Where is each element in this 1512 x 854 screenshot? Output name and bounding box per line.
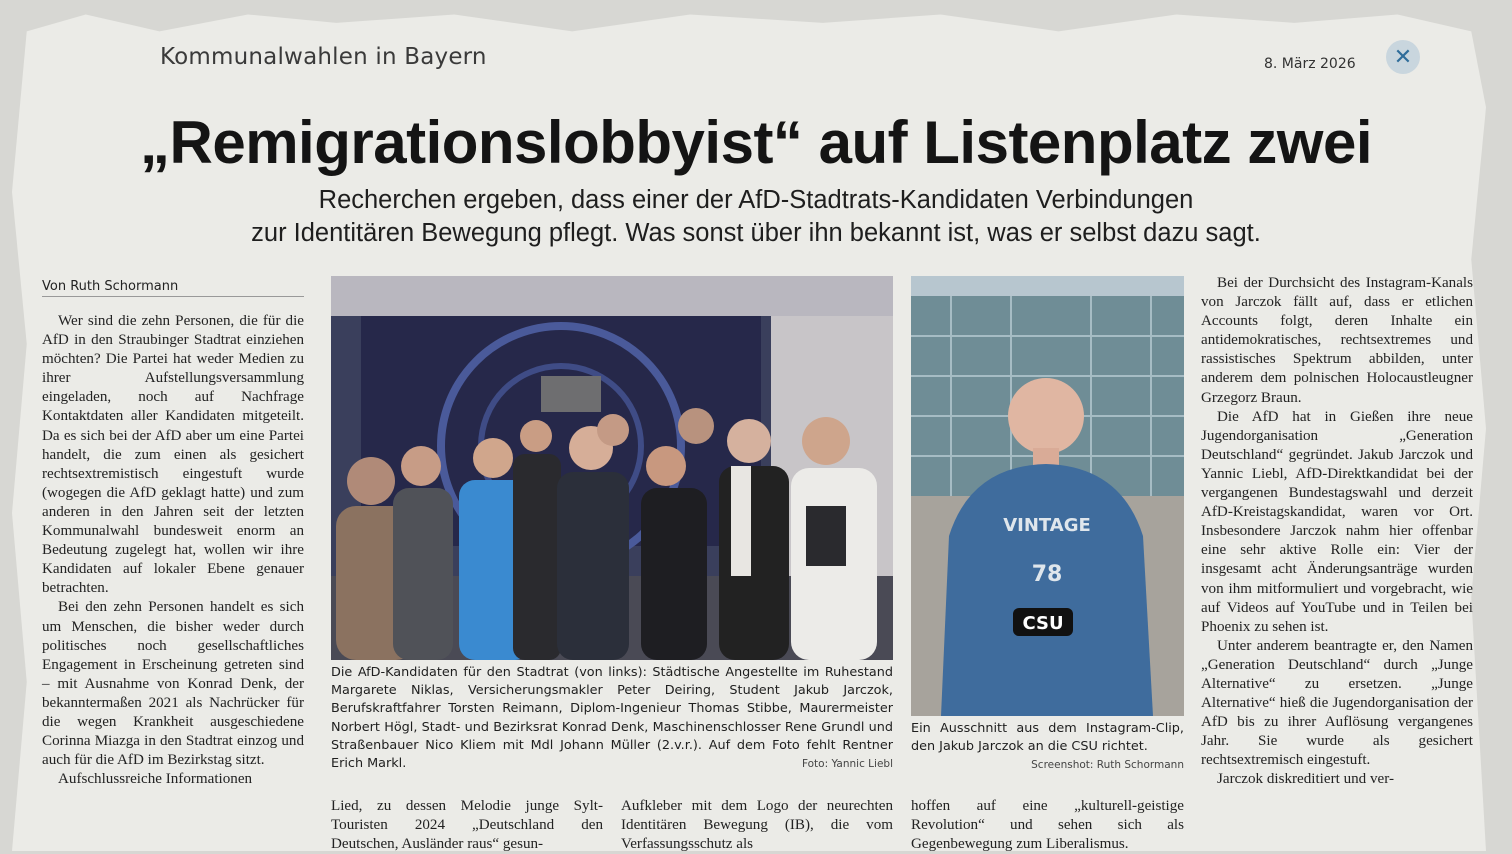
section-rubric: Kommunalwahlen in Bayern [160,44,487,70]
paragraph: Aufschlussreiche Informationen [58,771,253,788]
paragraph: Wer sind die zehn Personen, die für die AfD in den Straubinger Stadtrat einziehen möchten? Die Partei hat weder Medien zu ihrer Aufstellungsversammlung eingeladen, noch auf Nachfrage Kontaktdaten aller Kandidaten mitgeteilt. Da es sich bei der AfD aber um eine Partei handelt, die zum einen als gesichert rechtsextremistisch eingestuft wurde (wogegen die AfD geklagt hatte) und zum anderen in den Jahren seit der letzten Kommunalwahl bundesweit enorm an Bedeutung zugelegt hat, wollen wir ihre Kandidaten auf lokaler Ebene genauer betrachten. [42,313,304,597]
hoodie-text: VINTAGE [1003,515,1091,536]
column-1 [42,312,304,789]
instagram-caption [911,720,1184,775]
caption-text: Ein Ausschnitt aus dem Instagram-Clip, den Jakub Jarczok an die CSU richtet. [911,721,1184,755]
byline: Von Ruth Schormann [42,279,304,297]
paragraph: Die AfD hat in Gießen ihre neue Jugendorganisation „Generation Deutschland“ gegründet. Jakub Jarczok und Yannic Liebl, AfD-Direktkandidat bei der vergangenen Bundestagswahl und derzeit AfD-Kreistagskandidat, waren vor Ort. Insbesondere Jarczok nahm hier offenbar eine sehr aktive Rolle ein: Vier der insgesamt acht Änderungsanträge wurden von ihm mitformuliert und vorgebracht, wie auf Videos auf YouTube und in Teilen bei Phoenix zu sehen ist. [1201,408,1473,635]
headline: „Remigrationslobbyist“ auf Listenplatz zwei [140,109,1372,176]
paragraph: Aufkleber mit dem Logo der neurechten Identitären Bewegung (IB), die vom Verfassungsschutz als [621,798,893,853]
subheadline-line-1: Recherchen ergeben, dass einer der AfD-Stadtrats-Kandidaten Verbindungen [318,186,1194,214]
csu-overlay: CSU [1022,613,1064,634]
group-photo-caption [331,664,893,773]
paragraph: Lied, zu dessen Melodie junge Sylt-Touristen 2024 „Deutschland den Deutschen, Ausländer raus“ gesun- [331,798,603,853]
photo-credit: Foto: Yannic Liebl [801,758,893,771]
column-2 [331,797,603,854]
caption-text: Die AfD-Kandidaten für den Stadtrat (von links): Städtische Angestellte im Ruhestand Margarete Niklas, Versicherungsmakler Peter Deiring, Student Jakub Jarczok, Berufskraftfahrer Torsten Reimann, Diplom-Ingenieur Thomas Stibbe, Maurermeister Norbert Högl, Stadt- und Bezirksrat Konrad Denk, Maschinenschlosser Rene Grundl und Straßenbauer Nico Kliem mit Mdl Johann Müller (2.v.r.). Auf dem Foto fehlt Rentner Erich Markl. [331,665,893,772]
subheadline [0,184,1512,250]
paragraph: Unter anderem beantragte er, den Namen „Generation Deutschland“ durch „Junge Alternative“ zu ersetzen. „Junge Alternative“ hieß die Jugendorganisation der AfD bis zu ihrer Auflösung vergangenes Jahr. Sie wurde als gesichert rechtsextremisch eingestuft. [1201,637,1473,769]
x-logo-icon: ✕ [1386,40,1420,74]
instagram-screenshot [911,276,1184,716]
screenshot-credit: Screenshot: Ruth Schormann [1031,759,1184,772]
group-photo [331,276,893,660]
subheadline-line-2: zur Identitären Bewegung pflegt. Was sonst über ihn bekannt ist, was er selbst dazu sagt. [251,219,1261,247]
column-5 [1201,274,1473,790]
svg-text:78: 78 [1031,562,1063,587]
paragraph: hoffen auf eine „kulturell-geistige Revolution“ und sehen sich als Gegenbewegung zum Liberalismus. [911,798,1184,853]
column-4 [911,797,1184,854]
paragraph: Bei den zehn Personen handelt es sich um Menschen, die bisher weder durch politisches noch gesellschaftliches Engagement in Erscheinung getreten sind – mit Ausnahme von Konrad Denk, der bekanntermaßen 2021 als Nachrücker für die wegen Krankheit ausgeschiedene Corinna Miazga in den Stadtrat einzog und auch für die AfD im Bezirkstag sitzt. [42,599,304,769]
column-3 [621,797,893,854]
issue-date: 8. März 2026 [1264,56,1356,72]
group-photo-illustration [331,276,893,660]
paragraph: Bei der Durchsicht des Instagram-Kanals von Jarczok fällt auf, dass er etlichen Accounts folgt, deren Inhalte ein antidemokratisches, rechtsextremes und rassistisches Spektrum abbilden, unter anderem dem polnischen Holocaustleugner Grzegorz Braun. [1201,275,1473,406]
paragraph: Jarczok diskreditiert und ver- [1217,771,1394,788]
instagram-illustration [911,276,1184,716]
